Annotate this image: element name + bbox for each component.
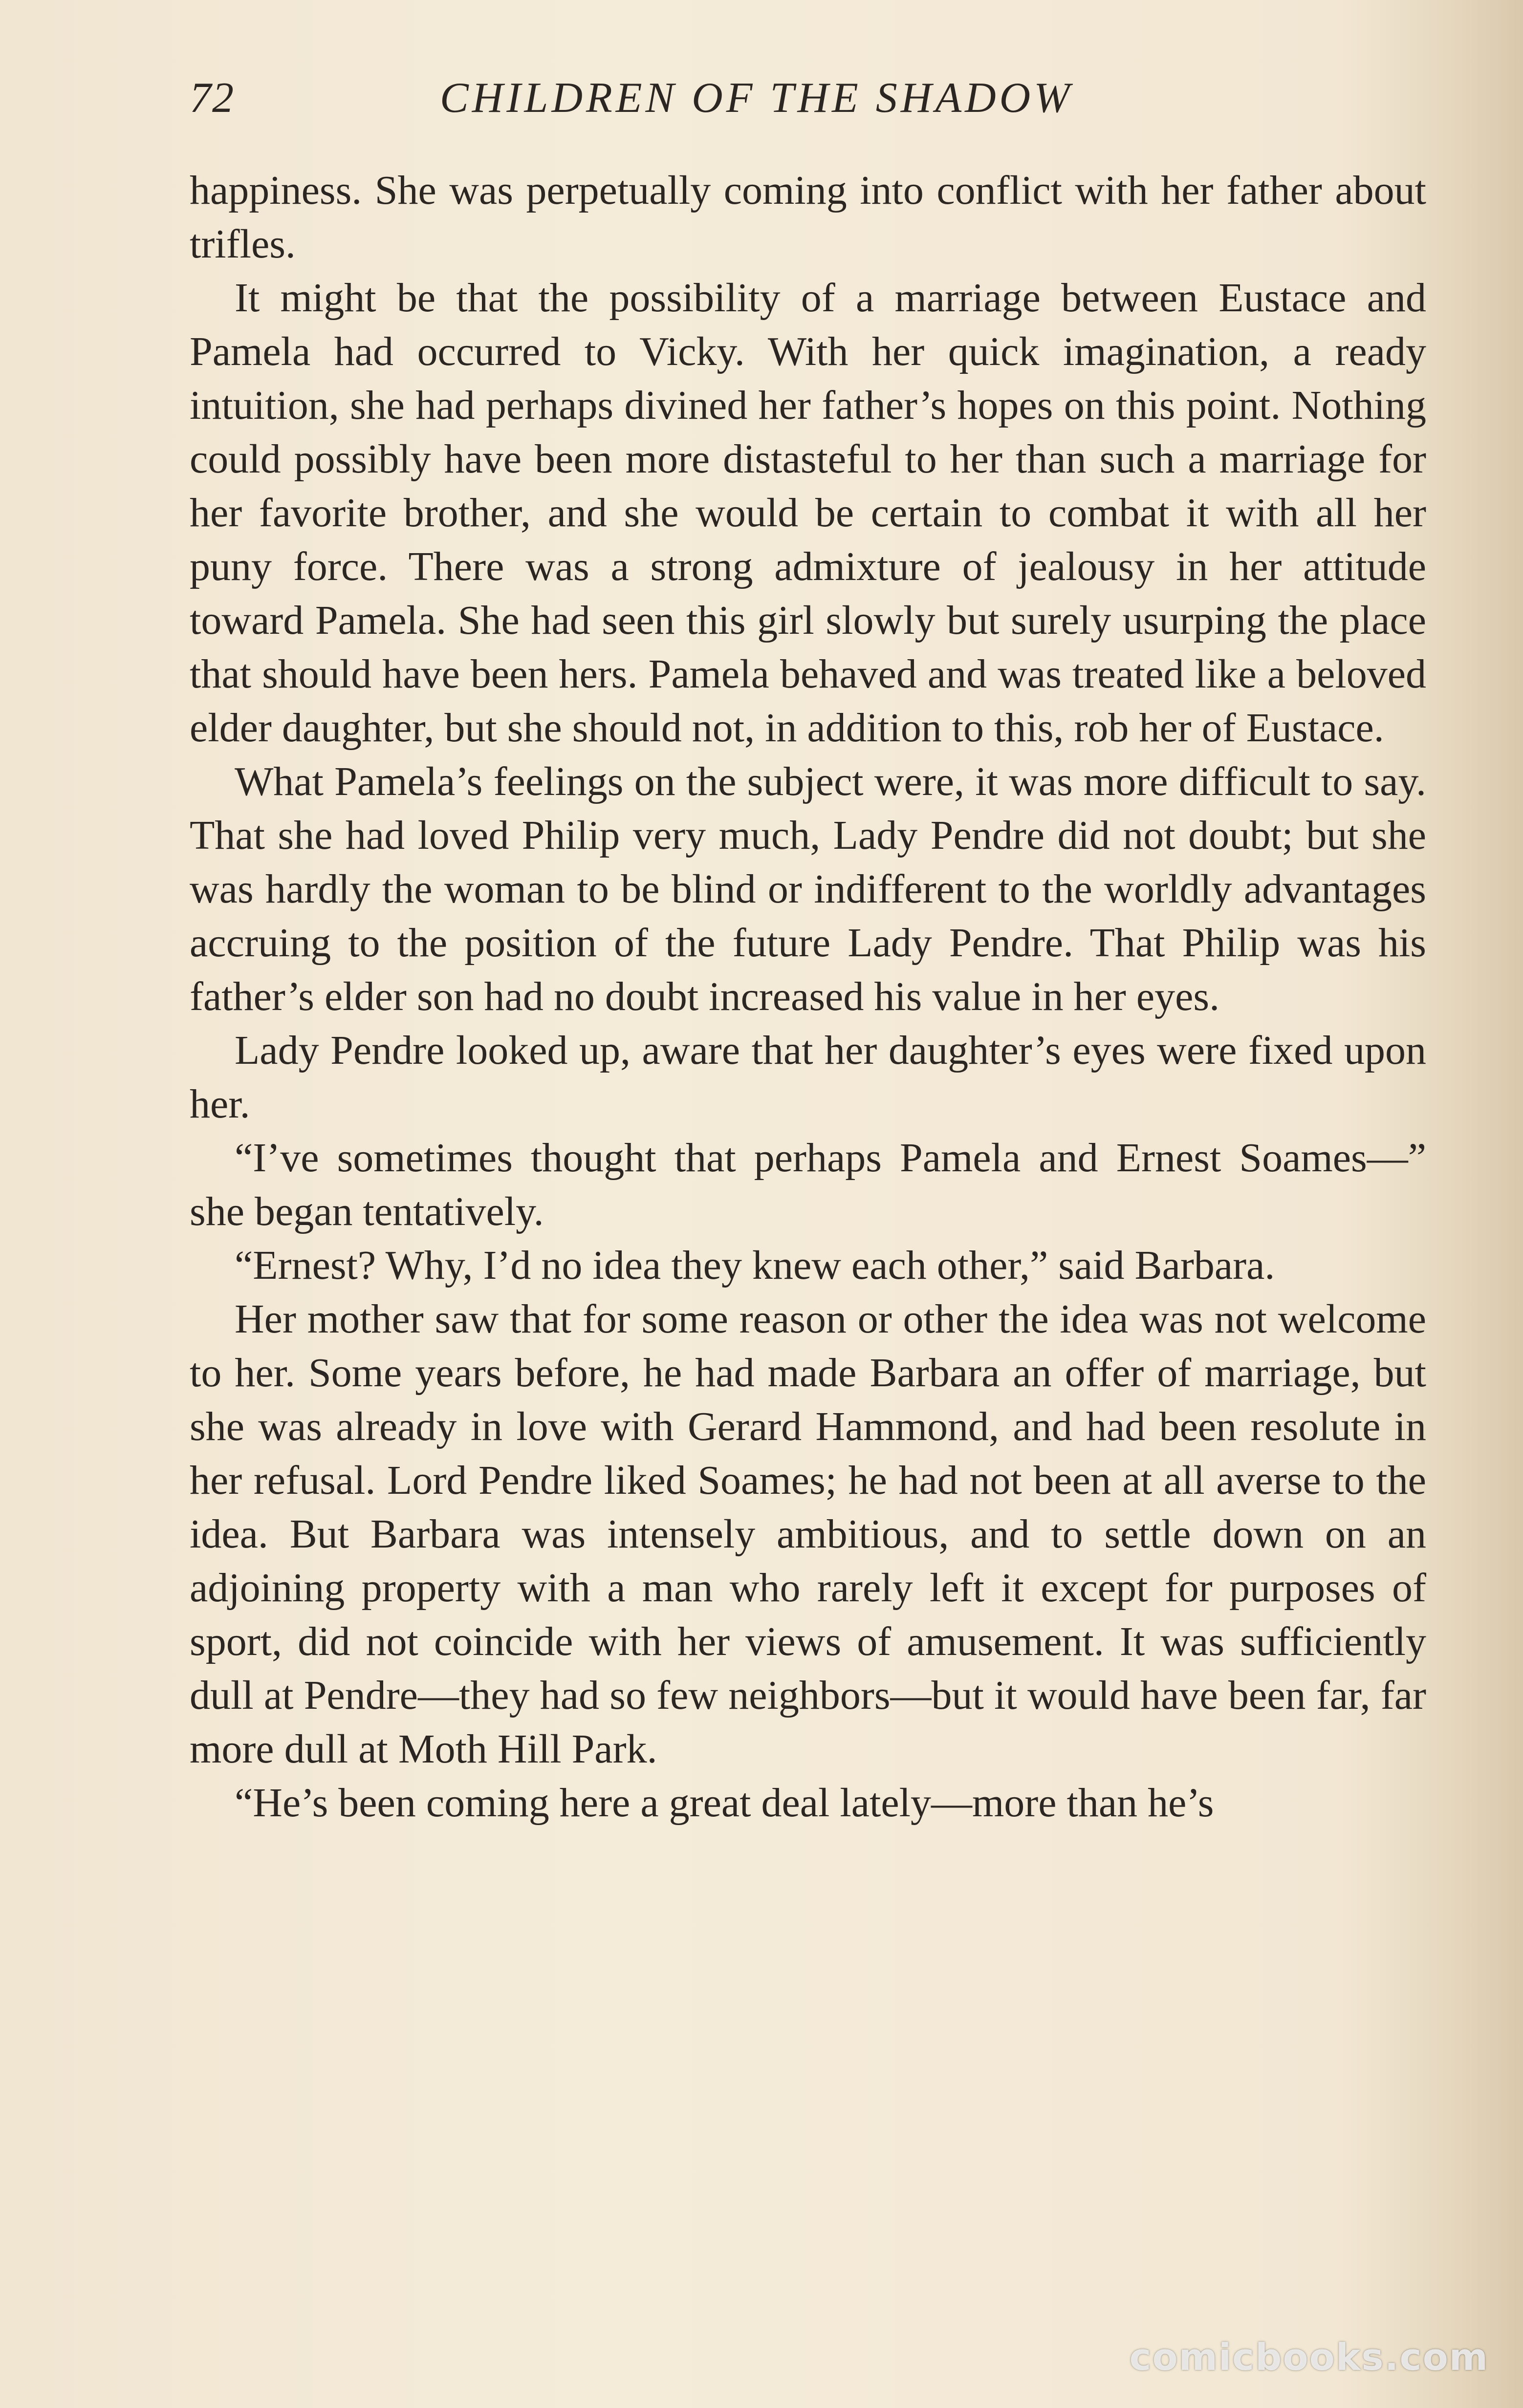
paragraph: It might be that the possibility of a marriage between Eustace and Pamela had occurred to Vicky. With her quick imagination, a ready intuition, she had perhaps divined her father’s hopes on this point. Nothing could possibly have been more distasteful to her than such a marriage for her favorite brother, and she would be certain to combat it with all her puny force. There was a strong admixture of jealousy in her attitude toward Pamela. She had seen this girl slowly but surely usurping the place that should have been hers. Pamela behaved and was treated like a beloved elder daughter, but she should not, in addition to this, rob her of Eustace. bbox=[190, 275, 1426, 751]
paragraph: “Ernest? Why, I’d no idea they knew each other,” said Barbara. bbox=[235, 1243, 1275, 1288]
running-title: CHILDREN OF THE SHADOW bbox=[440, 74, 1073, 122]
paragraph: “He’s been coming here a great deal lately—more than he’s bbox=[235, 1780, 1214, 1826]
page-header bbox=[190, 73, 1426, 132]
paragraph: Her mother saw that for some reason or other the idea was not welcome to her. Some years before, he had made Barbara an offer of marriage, but she was already in love with Gerard Hammond, and had been resolute in her refusal. Lord Pendre liked Soames; he had not been at all averse to the idea. But Barbara was intensely ambitious, and to settle down on an adjoining property with a man who rarely left it except for purposes of sport, did not coincide with her views of amusement. It was sufficiently dull at Pendre—they had so few neighbors—but it would have been far, far more dull at Moth Hill Park. bbox=[190, 1296, 1426, 1772]
paragraph: Lady Pendre looked up, aware that her daughter’s eyes were fixed upon her. bbox=[190, 1028, 1426, 1127]
paragraph: What Pamela’s feelings on the subject were, it was more difficult to say. That she had loved Philip very much, Lady Pendre did not doubt; but she was hardly the woman to be blind or indifferent to the worldly advantages accruing to the position of the future Lady Pendre. That Philip was his father’s elder son had no doubt increased his value in her eyes. bbox=[190, 759, 1426, 1019]
watermark: comicbooks.com bbox=[1129, 2335, 1489, 2379]
page-number: 72 bbox=[190, 74, 235, 122]
paragraph-continuation: happiness. She was perpetually coming into conflict with her father about trifles. bbox=[190, 168, 1426, 267]
body-text bbox=[190, 164, 1426, 1830]
paragraph: “I’ve sometimes thought that perhaps Pamela and Ernest Soames—” she began tentatively. bbox=[190, 1135, 1426, 1234]
